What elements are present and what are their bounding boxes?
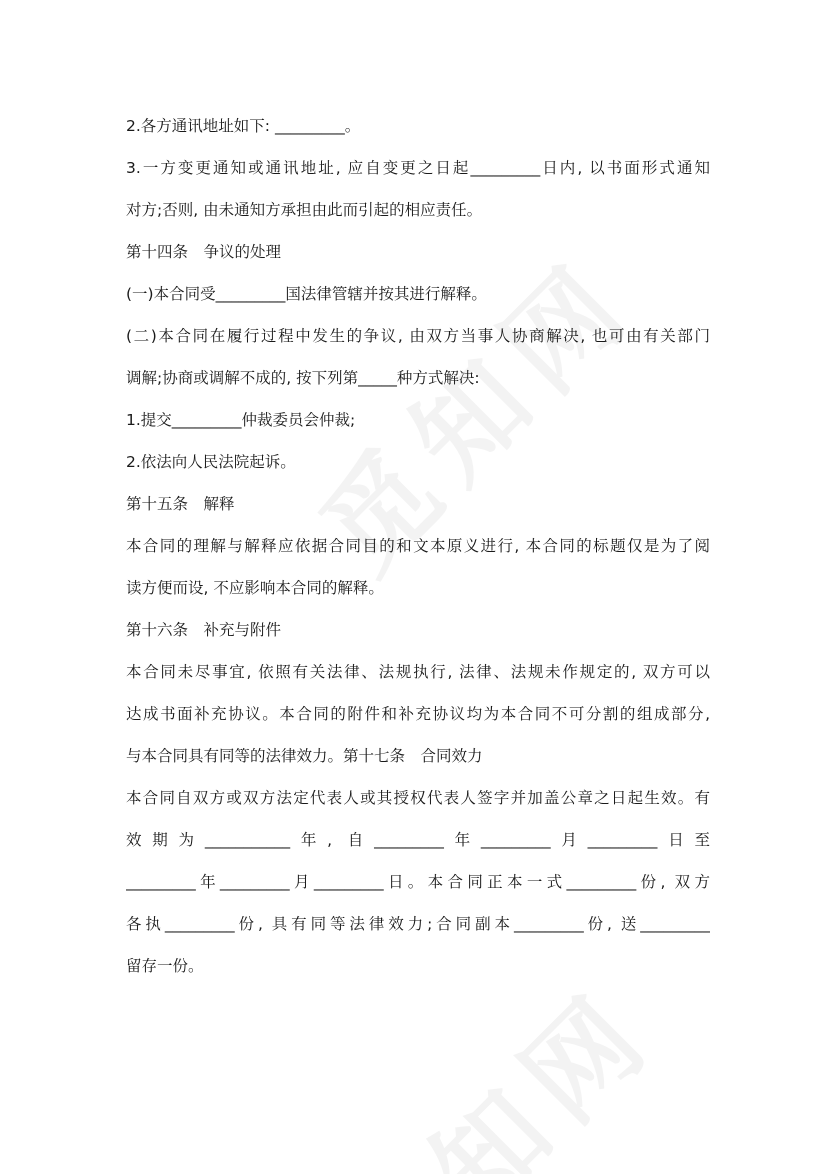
document-body (126, 105, 710, 987)
text-line: 调解;协商或调解不成的, 按下列第_____种方式解决: (126, 369, 480, 387)
text-line: 2.依法向人民法院起诉。 (126, 453, 296, 471)
text-line: _________年_________月_________日。本合同正本一式_________份, 双方 (126, 873, 710, 891)
text-line: 对方;否则, 由未通知方承担由此而引起的相应责任。 (126, 201, 483, 219)
text-line: 3.一方变更通知或通讯地址, 应自变更之日起_________日内, 以书面形式通知 (126, 159, 710, 177)
text-line: 本合同未尽事宜, 依照有关法律、法规执行, 法律、法规未作规定的, 双方可以 (126, 663, 710, 681)
text-line: (二)本合同在履行过程中发生的争议, 由双方当事人协商解决, 也可由有关部门 (126, 327, 710, 345)
section-heading-16: 第十六条 补充与附件 (126, 621, 282, 639)
text-line: 2.各方通讯地址如下: _________。 (126, 117, 361, 135)
text-line: 1.提交_________仲裁委员会仲裁; (126, 411, 356, 429)
text-line: 效期为___________年, 自_________年_________月_________日至 (126, 831, 710, 849)
section-heading-15: 第十五条 解释 (126, 495, 235, 513)
text-line: 本合同的理解与解释应依据合同目的和文本原义进行, 本合同的标题仅是为了阅 (126, 537, 710, 555)
text-line: (一)本合同受_________国法律管辖并按其进行解释。 (126, 285, 487, 303)
text-line: 读方便而设, 不应影响本合同的解释。 (126, 579, 384, 597)
text-line: 本合同自双方或双方法定代表人或其授权代表人签字并加盖公章之日起生效。有 (126, 789, 710, 807)
text-line: 与本合同具有同等的法律效力。第十七条 合同效力 (126, 747, 483, 765)
text-line: 留存一份。 (126, 957, 204, 975)
text-line: 达成书面补充协议。本合同的附件和补充协议均为本合同不可分割的组成部分, (126, 705, 710, 723)
section-heading-14: 第十四条 争议的处理 (126, 243, 282, 261)
text-line: 各执_________份, 具有同等法律效力;合同副本_________份, 送_________ (126, 915, 710, 933)
